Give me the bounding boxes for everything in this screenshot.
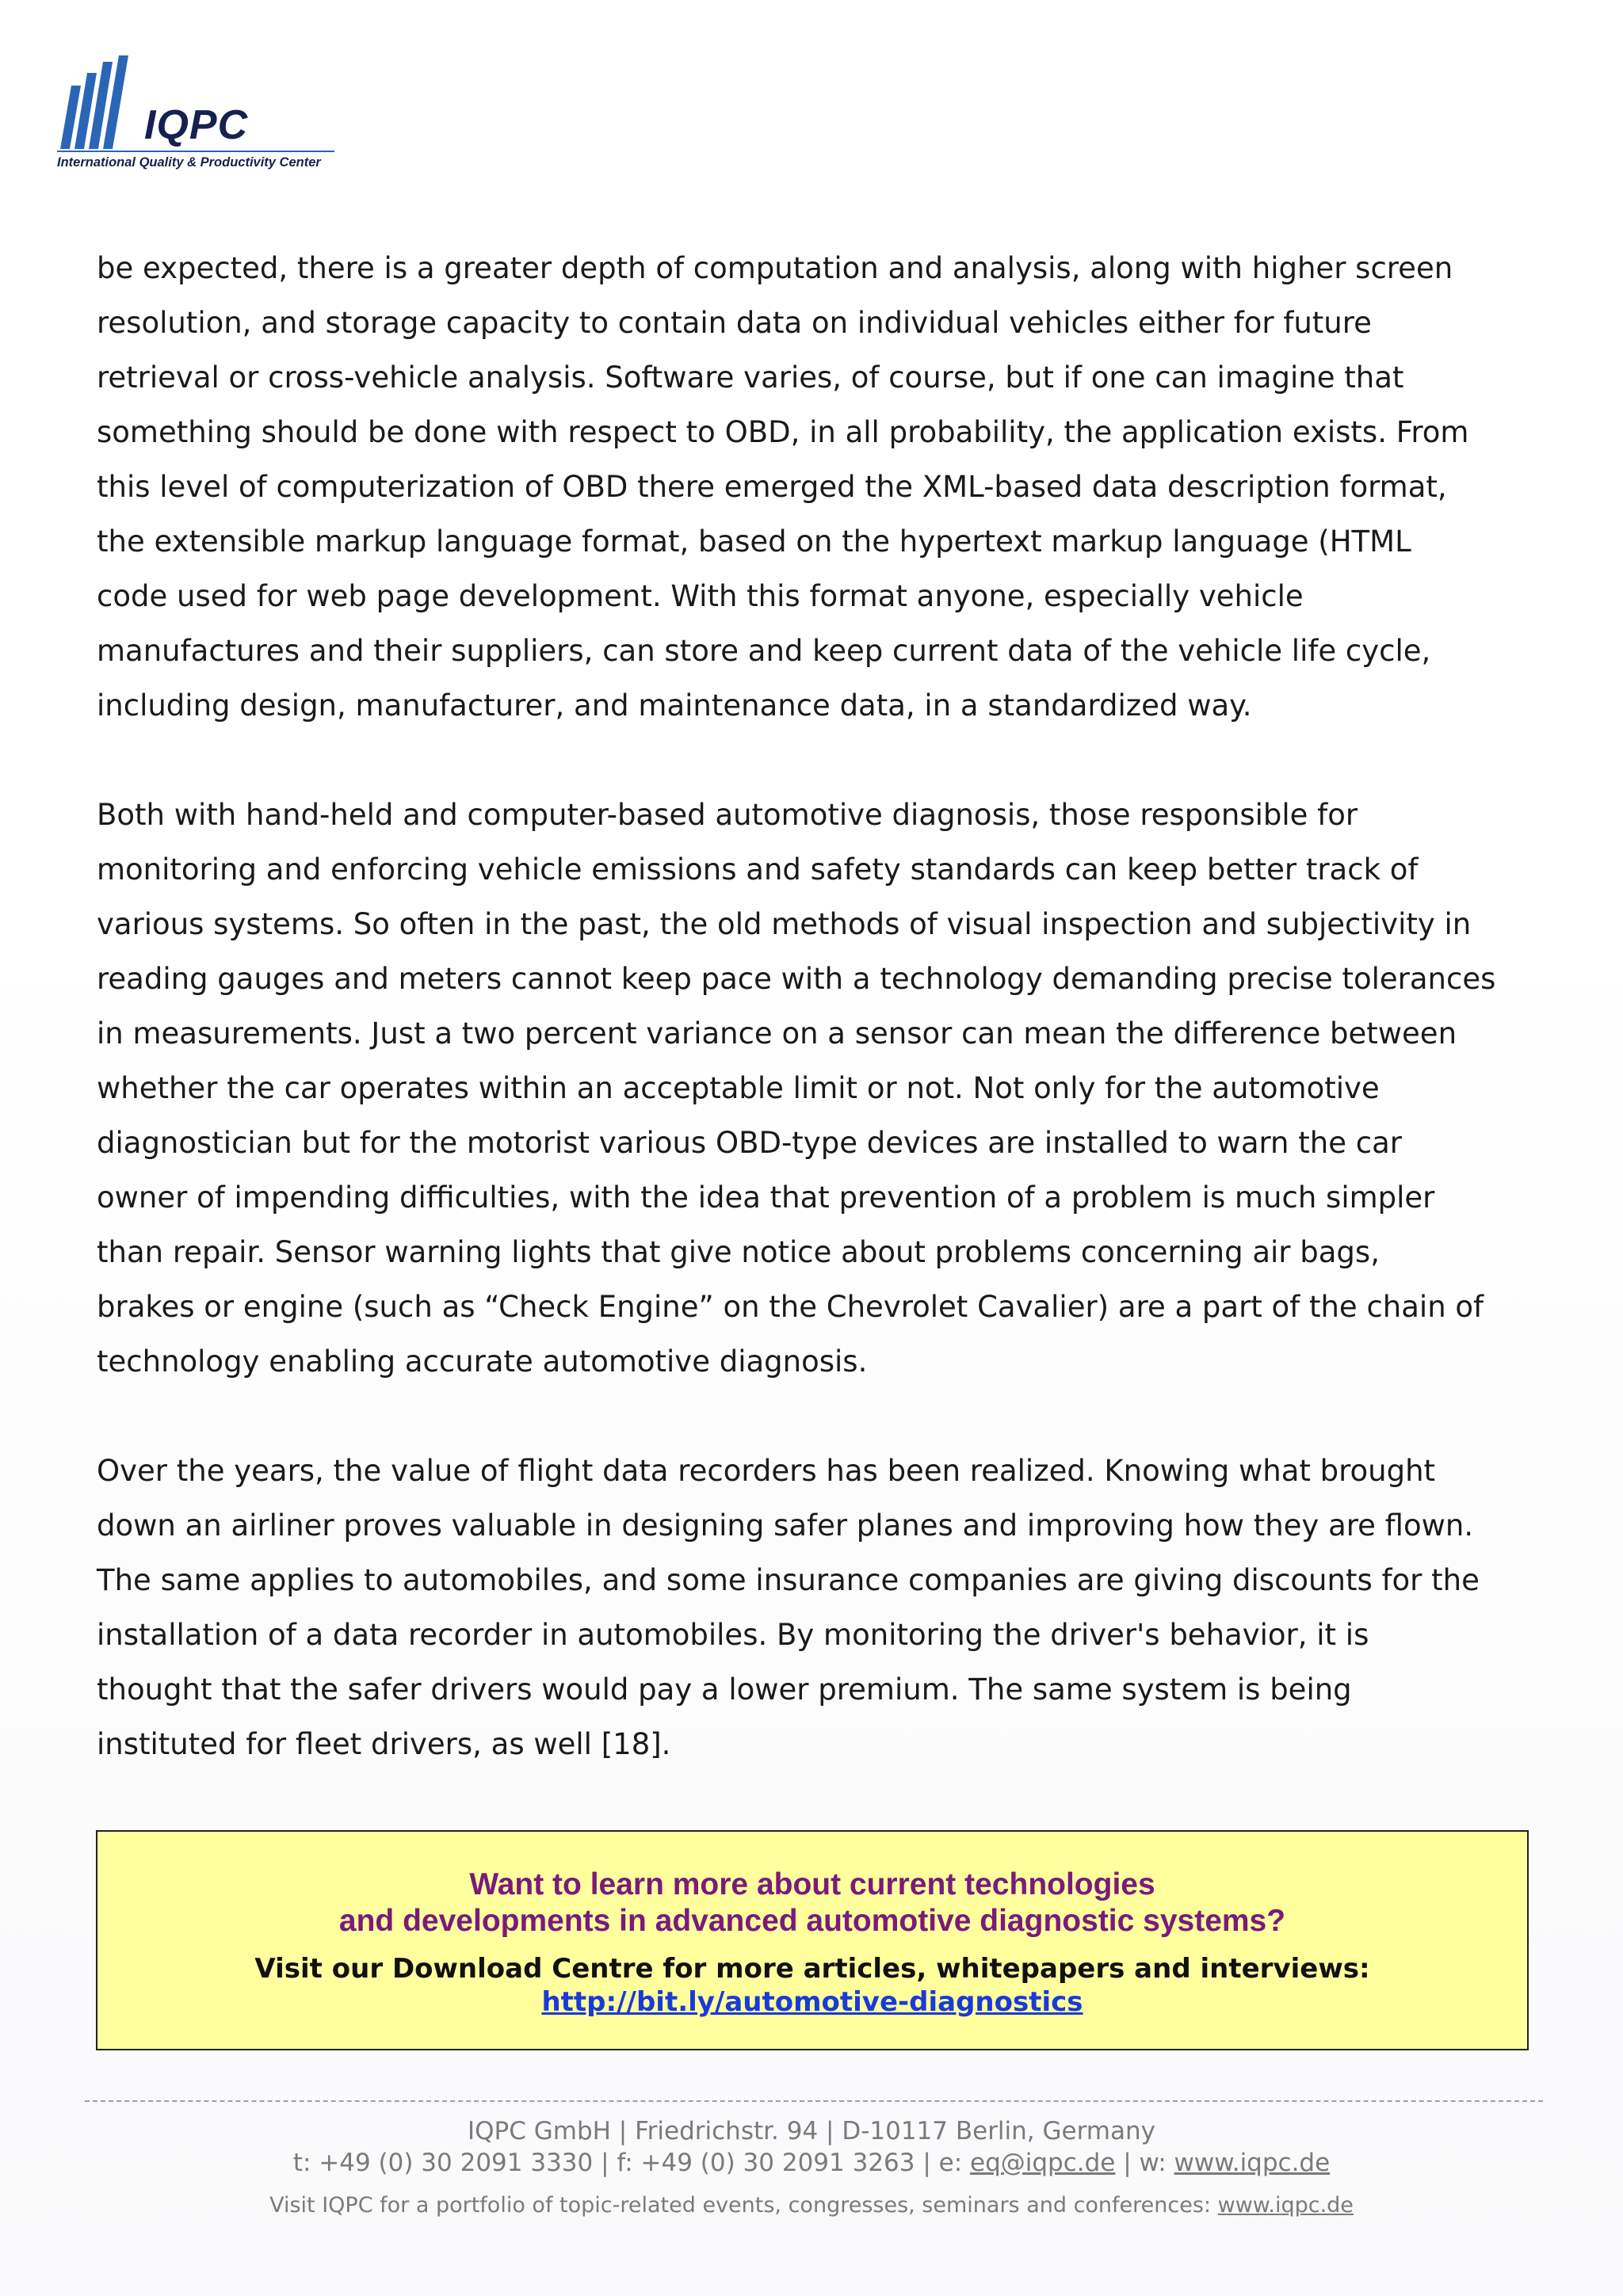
text-line: down an airliner proves valuable in designing safer planes and improving how they are flown.	[97, 1508, 1474, 1543]
text-line: thought that the safer drivers would pay a lower premium. The same system is being	[97, 1672, 1352, 1707]
callout-heading-line: Want to learn more about current technologies	[469, 1867, 1155, 1901]
footer-email-link[interactable]: eq@iqpc.de	[970, 2149, 1116, 2177]
text-line: owner of impending difficulties, with the idea that prevention of a problem is much simpler	[97, 1180, 1435, 1215]
callout-heading	[97, 1867, 1527, 1939]
logo-wordmark: IQPC	[144, 102, 249, 148]
text-line: the extensible markup language format, based on the hypertext markup language (HTML	[97, 524, 1411, 559]
logo-bars-icon	[57, 55, 144, 151]
paragraph-computerization	[97, 241, 1539, 733]
footer-portfolio-text: Visit IQPC for a portfolio of topic-related events, congresses, seminars and conferences:	[269, 2193, 1218, 2218]
text-line: resolution, and storage capacity to contain data on individual vehicles either for future	[97, 306, 1372, 340]
text-line: code used for web page development. With this format anyone, especially vehicle	[97, 579, 1304, 613]
text-line: installation of a data recorder in automobiles. By monitoring the driver's behavior, it is	[97, 1618, 1369, 1652]
text-line: be expected, there is a greater depth of computation and analysis, along with higher screen	[97, 251, 1453, 285]
footer-portfolio	[0, 2191, 1623, 2220]
download-centre-link[interactable]: http://bit.ly/automotive-diagnostics	[541, 1986, 1083, 2018]
text-line: reading gauges and meters cannot keep pace with a technology demanding precise tolerances	[97, 962, 1496, 996]
footer-contact	[0, 2147, 1623, 2179]
text-line: brakes or engine (such as “Check Engine” on the Chevrolet Cavalier) are a part of the chain of	[97, 1290, 1484, 1324]
text-line: technology enabling accurate automotive diagnosis.	[97, 1344, 868, 1379]
footer-web-label: | w:	[1115, 2149, 1174, 2177]
text-line: instituted for fleet drivers, as well [18].	[97, 1727, 671, 1761]
footer-divider	[85, 2100, 1543, 2102]
text-line: in measurements. Just a two percent variance on a sensor can mean the difference between	[97, 1016, 1457, 1051]
text-line: The same applies to automobiles, and some insurance companies are giving discounts for the	[97, 1563, 1480, 1597]
callout-subheading: Visit our Download Centre for more articles, whitepapers and interviews:	[254, 1953, 1370, 1985]
logo-tagline: International Quality & Productivity Center	[57, 155, 321, 170]
footer-address: IQPC GmbH | Friedrichstr. 94 | D-10117 Berlin, Germany	[467, 2117, 1155, 2145]
text-line: manufactures and their suppliers, can store and keep current data of the vehicle life cycle,	[97, 634, 1431, 668]
text-line: this level of computerization of OBD there emerged the XML-based data description format,	[97, 470, 1447, 504]
paragraph-diagnosis	[97, 788, 1539, 1389]
footer-phone-fax: t: +49 (0) 30 2091 3330 | f: +49 (0) 30 2091 3263 | e:	[292, 2149, 971, 2177]
text-line: various systems. So often in the past, the old methods of visual inspection and subjectivity in	[97, 907, 1472, 941]
text-line: monitoring and enforcing vehicle emissions and safety standards can keep better track of	[97, 852, 1419, 887]
text-line: something should be done with respect to OBD, in all probability, the application exists. From	[97, 415, 1469, 449]
text-line: than repair. Sensor warning lights that give notice about problems concerning air bags,	[97, 1235, 1380, 1269]
page-footer	[0, 2115, 1623, 2220]
logo-underline	[57, 151, 334, 152]
text-line: including design, manufacturer, and maintenance data, in a standardized way.	[97, 688, 1252, 723]
text-line: Over the years, the value of flight data recorders has been realized. Knowing what brought	[97, 1454, 1436, 1488]
paragraph-flight-recorders	[97, 1444, 1539, 1772]
footer-website-link[interactable]: www.iqpc.de	[1174, 2149, 1331, 2177]
text-line: retrieval or cross-vehicle analysis. Software varies, of course, but if one can imagine that	[97, 360, 1404, 395]
iqpc-logo	[57, 55, 336, 174]
article-body	[97, 241, 1539, 1826]
text-line: Both with hand-held and computer-based automotive diagnosis, those responsible for	[97, 798, 1358, 832]
callout-heading-line: and developments in advanced automotive diagnostic systems?	[338, 1904, 1286, 1938]
text-line: whether the car operates within an acceptable limit or not. Not only for the automotive	[97, 1071, 1380, 1105]
download-centre-callout	[96, 1830, 1529, 2050]
text-line: diagnostician but for the motorist various OBD-type devices are installed to warn the car	[97, 1126, 1402, 1160]
footer-portfolio-link[interactable]: www.iqpc.de	[1217, 2193, 1354, 2218]
